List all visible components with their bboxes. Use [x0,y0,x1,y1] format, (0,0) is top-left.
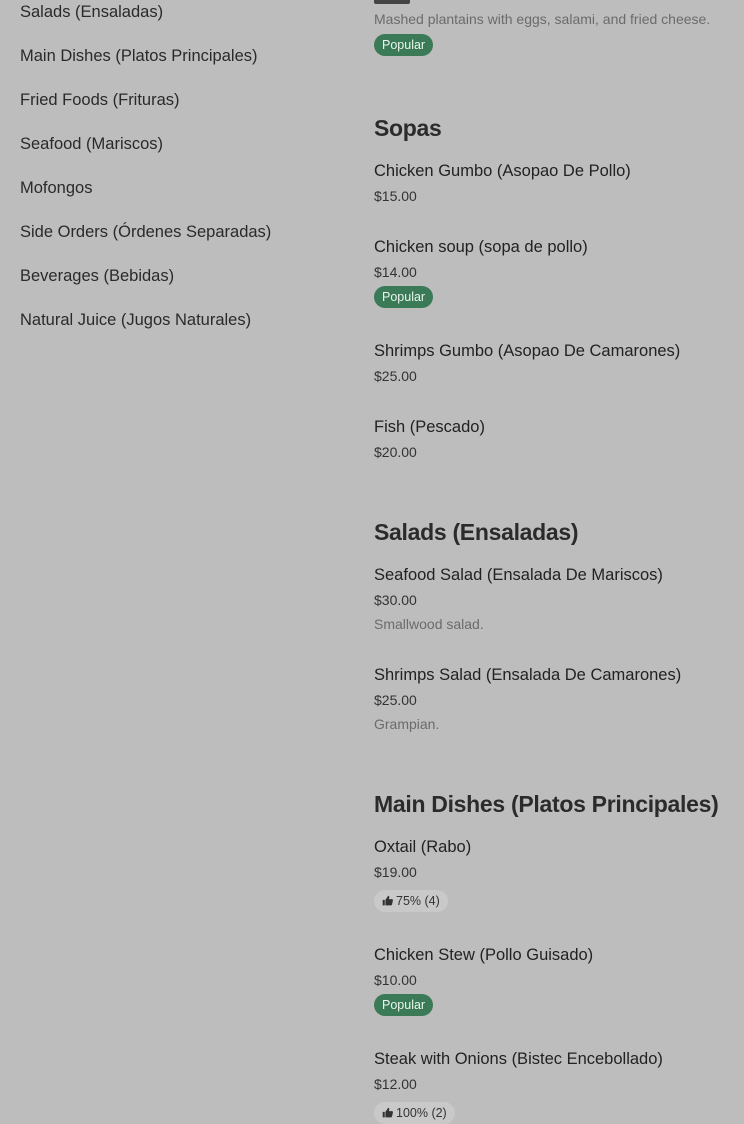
section-title-salads: Salads (Ensaladas) [374,519,579,545]
menu-item-name[interactable]: Fish (Pescado) [374,418,485,436]
rating-badge [374,1102,455,1124]
sidebar-item-side-orders[interactable]: Side Orders (Órdenes Separadas) [20,223,272,241]
sidebar-item-main-dishes[interactable]: Main Dishes (Platos Principales) [20,47,258,65]
menu-item-name[interactable]: Oxtail (Rabo) [374,838,472,856]
menu-item-name[interactable]: Chicken Gumbo (Asopao De Pollo) [374,162,631,180]
thumbs-up-icon [382,895,393,906]
rating-badge [374,890,448,912]
sidebar-item-salads[interactable]: Salads (Ensaladas) [20,3,164,21]
menu-item-price: $25.00 [374,692,417,708]
rating-text: 75% (4) [396,894,440,908]
menu-item-price-clipped [374,0,414,4]
menu-item-price: $14.00 [374,264,417,280]
section-title-main-dishes: Main Dishes (Platos Principales) [374,791,719,817]
popular-badge: Popular [374,286,433,308]
menu-item-price: $10.00 [374,972,417,988]
menu-item-price: $30.00 [374,592,417,608]
menu-item-name[interactable]: Chicken Stew (Pollo Guisado) [374,946,594,964]
menu-item-price: $25.00 [374,368,417,384]
menu-item-price: $20.00 [374,444,417,460]
menu-item-price: $15.00 [374,188,417,204]
rating-text: 100% (2) [396,1106,447,1120]
popular-badge: Popular [374,994,433,1016]
menu-item-name[interactable]: Shrimps Gumbo (Asopao De Camarones) [374,342,681,360]
menu-item-name[interactable]: Seafood Salad (Ensalada De Mariscos) [374,566,663,584]
section-title-sopas: Sopas [374,115,442,141]
sidebar-item-seafood[interactable]: Seafood (Mariscos) [20,135,164,153]
sidebar-item-fried-foods[interactable]: Fried Foods (Frituras) [20,91,180,109]
menu-item-name[interactable]: Chicken soup (sopa de pollo) [374,238,588,256]
sidebar-item-natural-juice[interactable]: Natural Juice (Jugos Naturales) [20,311,252,329]
menu-item-name[interactable]: Steak with Onions (Bistec Encebollado) [374,1050,663,1068]
menu-item-description: Grampian. [374,716,440,732]
popular-badge: Popular [374,34,433,56]
menu-item-name[interactable]: Shrimps Salad (Ensalada De Camarones) [374,666,682,684]
menu-item-description: Smallwood salad. [374,616,484,632]
menu-item-price: $12.00 [374,1076,417,1092]
sidebar-item-mofongos[interactable]: Mofongos [20,179,93,197]
menu-item-description: Mashed plantains with eggs, salami, and fried cheese. [374,11,711,27]
menu-item-price: $19.00 [374,864,417,880]
sidebar-item-beverages[interactable]: Beverages (Bebidas) [20,267,175,285]
